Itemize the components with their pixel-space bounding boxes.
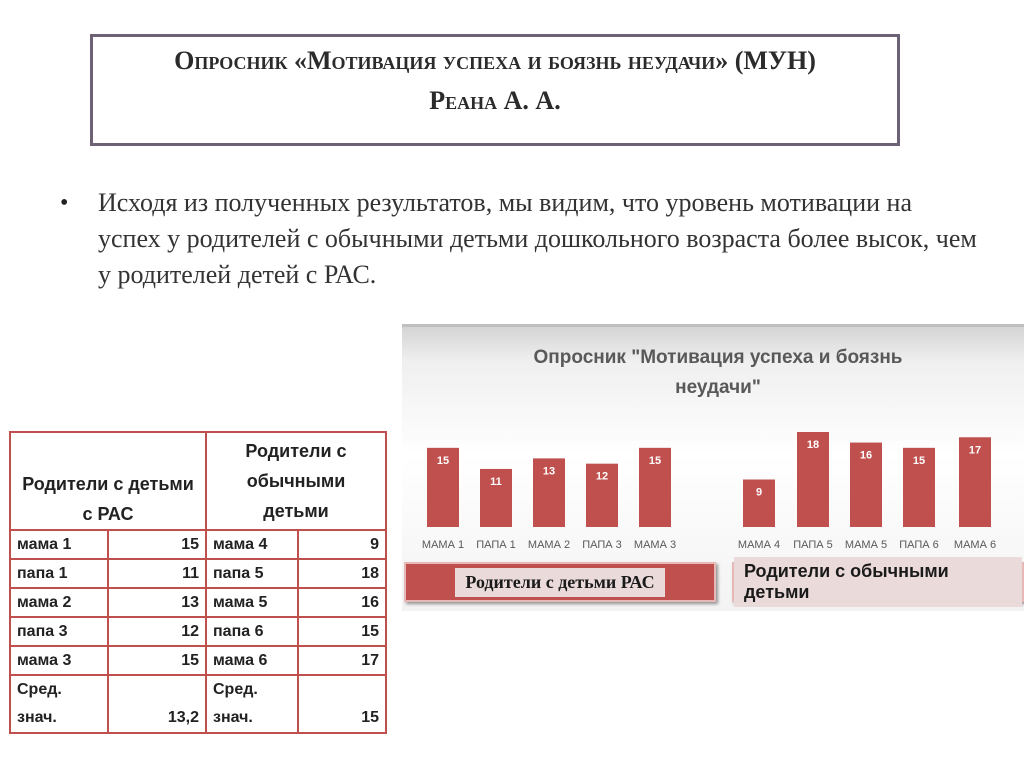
cell-name: мама 3: [10, 646, 108, 675]
bullet-marker: •: [60, 190, 69, 216]
cell-value: 13: [108, 588, 206, 617]
cell-value: 15: [298, 617, 386, 646]
cell-value: 17: [298, 646, 386, 675]
header-typical-parents: Родители с обычными детьми: [206, 432, 386, 530]
cell-name: папа 6: [206, 617, 298, 646]
avg-label-right: Сред. знач.: [206, 675, 298, 733]
cell-value: 15: [108, 646, 206, 675]
table-average-row: [10, 675, 386, 733]
cell-name: мама 4: [206, 530, 298, 559]
cell-name: папа 1: [10, 559, 108, 588]
x-tick-label: ПАПА 5: [793, 539, 833, 551]
x-tick-label: МАМА 1: [421, 539, 465, 551]
legend-typical-parents-label: Родители с обычными детьми: [734, 557, 1022, 607]
slide-title-box: [90, 34, 900, 146]
cell-value: 12: [108, 617, 206, 646]
table-header-row: [10, 432, 386, 530]
bar-data-label: 13: [542, 465, 556, 478]
x-tick-label: МАМА 2: [527, 539, 571, 551]
cell-value: 15: [108, 530, 206, 559]
x-tick-label: ПАПА 6: [899, 539, 939, 551]
slide-title-line-2: Реана А. А.: [429, 86, 561, 115]
x-tick-label: ПАПА 3: [582, 539, 622, 551]
cell-name: папа 3: [10, 617, 108, 646]
table-row: [10, 530, 386, 559]
bar-data-label: 15: [436, 454, 450, 467]
table-row: [10, 617, 386, 646]
slide-title-line-1: Опросник «Мотивация успеха и боязнь неудачи» (МУН): [174, 46, 816, 75]
legend-typical-parents: [732, 562, 1024, 602]
chart-title-line-2: неудачи": [675, 377, 761, 398]
bar-data-label: 17: [968, 444, 982, 457]
cell-name: мама 5: [206, 588, 298, 617]
bar-data-label: 11: [490, 475, 502, 488]
x-tick-label: МАМА 3: [633, 539, 677, 551]
bar-data-label: 12: [595, 470, 609, 483]
results-table: [9, 431, 387, 734]
chart-canvas: [402, 327, 1024, 567]
header-asd-parents: Родители с детьми с РАС: [10, 432, 206, 530]
bar-data-label: 18: [806, 439, 820, 451]
x-tick-label: МАМА 5: [844, 539, 888, 551]
chart-title-line-1: Опросник "Мотивация успеха и боязнь: [533, 347, 903, 368]
bar-data-label: 16: [859, 449, 873, 462]
cell-value: 11: [108, 559, 206, 588]
x-tick-label: МАМА 6: [953, 539, 997, 551]
cell-value: 18: [298, 559, 386, 588]
x-tick-label: ПАПА 1: [476, 539, 516, 551]
cell-name: мама 6: [206, 646, 298, 675]
bullet-paragraph: [60, 185, 980, 293]
table-row: [10, 646, 386, 675]
cell-name: папа 5: [206, 559, 298, 588]
cell-value: 9: [298, 530, 386, 559]
avg-value-left: 13,2: [108, 675, 206, 733]
cell-name: мама 2: [10, 588, 108, 617]
legend-asd-parents-label: Родители с детьми РАС: [455, 568, 664, 597]
table-row: [10, 588, 386, 617]
avg-label-left: Сред. знач.: [10, 675, 108, 733]
table-row: [10, 559, 386, 588]
bar-data-label: 15: [648, 454, 662, 467]
bar-data-label: 15: [912, 454, 926, 467]
avg-value-right: 15: [298, 675, 386, 733]
cell-value: 16: [298, 588, 386, 617]
bar-data-label: 9: [755, 486, 763, 499]
legend-asd-parents: [404, 562, 716, 602]
cell-name: мама 1: [10, 530, 108, 559]
x-tick-label: МАМА 4: [737, 539, 781, 551]
bullet-text: Исходя из полученных результатов, мы видим, что уровень мотивации на успех у родителей с обычными детьми дошкольного возраста более высок, чем у родителей детей с РАС.: [98, 188, 977, 289]
